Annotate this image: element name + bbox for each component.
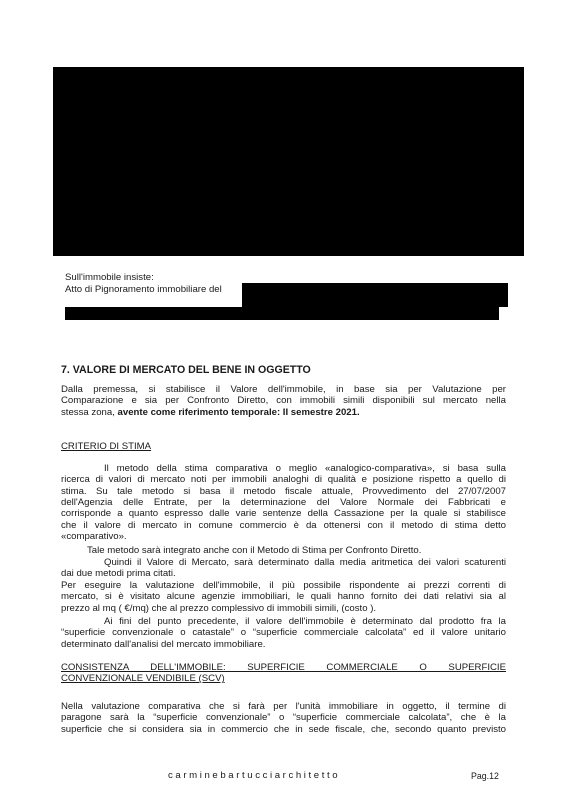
intro-line-1: Sull'immobile insiste:: [65, 272, 154, 283]
text-line: “superficie convenzionale o catastale” o “superficie commerciale calcolata” ed il valore unitario: [61, 627, 506, 639]
text-line: Tale metodo sarà integrato anche con il Metodo di Stima per Confronto Diretto.: [87, 545, 422, 556]
redaction-block-date: [242, 283, 508, 307]
page-number: Pag.12: [471, 771, 499, 781]
intro-line-2: Atto di Pignoramento immobiliare del: [65, 284, 222, 295]
text-line: mercato, si è visitato alcune agenzie immobiliari, le quali hanno fornito dei dati relativi sia al: [61, 591, 506, 603]
paragraph-valutazione-comparativa: [61, 701, 506, 735]
heading-line: CONVENZIONALE VENDIBILE (SCV): [61, 673, 225, 685]
heading-line: CONSISTENZA DELL'IMMOBILE: SUPERFICIE COMMERCIALE O SUPERFICIE: [61, 662, 506, 673]
text-line: Il metodo della stima comparativa o meglio «analogico-comparativa», si basa sulla: [104, 463, 506, 474]
paragraph-integrato: [61, 545, 506, 556]
text-line: paragone sarà la “superficie convenzionale” o “superficie commerciale calcolata”, che è la: [61, 712, 506, 724]
text-line: corrisponde a quanto espresso dalle varie sentenze della Cassazione per la quale si stabilisce: [61, 508, 506, 520]
paragraph-premessa: [61, 384, 506, 418]
text-line: Quindi il Valore di Mercato, sarà determinato dalla media aritmetica dei valori scaturenti: [104, 557, 506, 568]
text-line: che il valore di mercato in comune commercio è da ottenersi con il metodo di stima detto: [61, 519, 506, 531]
paragraph-valutazione: [61, 580, 506, 614]
redaction-block-top: [53, 67, 524, 256]
consistenza-heading: [61, 662, 506, 685]
criterio-heading: CRITERIO DI STIMA: [61, 441, 152, 452]
paragraph-quindi: [61, 557, 506, 580]
text-line: Ai fini del punto precedente, il valore dell'immobile è determinato dal prodotto fra la: [104, 616, 506, 627]
text-line: [61, 407, 506, 418]
text-line: Comparazione e sia per Confronto Diretto, con immobili simili disponibili sul mercato nella: [61, 395, 506, 407]
text-line: dell'Agenzia delle Entrate, per la determinazione del Valore Normale dei Fabbricati e: [61, 497, 506, 509]
text-line: Nella valutazione comparativa che si farà per l'unità immobiliare in oggetto, il termine di: [61, 701, 506, 712]
text-line: stima. Su tale metodo si basa il metodo fiscale attuale, Provvedimento del 27/07/2007: [61, 485, 506, 497]
text-line: «comparativo».: [61, 531, 127, 543]
text-line: ricerca di valori di mercato noti per immobili analoghi di qualità e posizione rispetto a quello di: [61, 474, 506, 486]
text-line: superficie che si considera sia in commercio che in sede fiscale, che, secondo quanto previsto: [61, 723, 506, 735]
text-line: Dalla premessa, si stabilisce il Valore dell'immobile, in base sia per Valutazione per: [61, 384, 506, 395]
text-line: Per eseguire la valutazione dell'immobile, il più possibile rispondente ai prezzi correnti di: [61, 580, 506, 591]
text-line: dai due metodi prima citati.: [61, 568, 176, 580]
text-span: stessa zona,: [61, 406, 118, 418]
redaction-block-line: [65, 307, 499, 320]
footer-author: carminebartucciarchitetto: [168, 770, 341, 781]
text-line: prezzo al mq ( €/mq) che al prezzo complessivo di immobili simili, (costo ).: [61, 602, 377, 614]
paragraph-metodo: [61, 463, 506, 542]
section-title: 7. VALORE DI MERCATO DEL BENE IN OGGETTO: [61, 364, 311, 376]
paragraph-ai-fini: [61, 616, 506, 650]
text-span-bold: avente come riferimento temporale: II semestre 2021.: [117, 406, 360, 418]
text-line: determinato dall'analisi del mercato immobiliare.: [61, 638, 266, 650]
